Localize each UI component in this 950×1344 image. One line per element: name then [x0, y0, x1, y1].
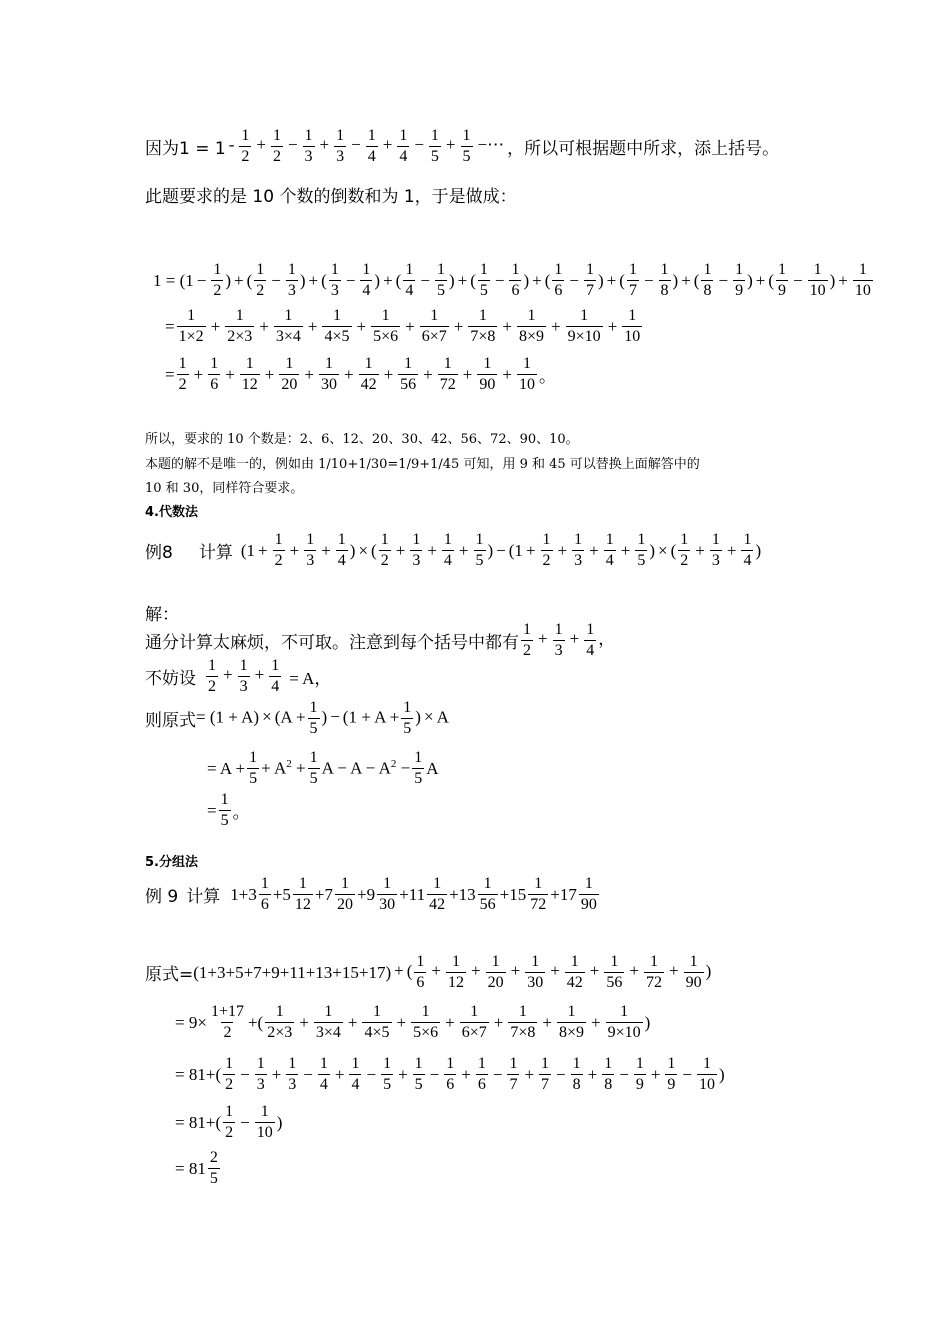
grouping-line-2: = 9× $\frac{1+17}{2}$ +( 1 2×3 + $\frac{1}{3\times 4}$ + $\frac{1}{4\times 5}$ + $\frac{1}{5\times 6}$ + $\frac{1}{6\times 7}$ + $\frac{1}{7\times 8}$ + $\frac{1}{8\times 9}$ + $\frac{1}{9\times 10}$ ) [175, 1003, 651, 1041]
intro-series: - $\frac{1}{2}$ + $\frac{1}{2}$ − $\frac{1}{3}$ + $\frac{1}{3}$ − $\frac{1}{4}$ + $\frac{1}{4}$ − $\frac{1}{5}$ + $\frac{1}{5}$ −⋯ [228, 127, 505, 165]
equation-line-2: = $\frac{1}{1\times 2}$ + $\frac{1}{2\times 3}$ + $\frac{1}{3\times 4}$ + $\frac{1}{4\times 5}$ + $\frac{1}{5\times 6}$ + $\frac{1}{6\times 7}$ + $\frac{1}{7\times 8}$ + $\frac{1}{8\times 9}$ + $\frac{1}{9\times 10}$ + $\frac{1}{10}$ [165, 307, 641, 345]
eighty-one-a: = 81+ [175, 1064, 216, 1084]
grouping-line-4: = 81+ ( 1 2 − $\frac{1}{10}$ ) [175, 1103, 283, 1141]
let-line: 不妨设 $\frac{1}{2}$ + $\frac{1}{3}$ + $\frac{1}{4}$ = A， [145, 657, 332, 695]
nine-times: = 9× [175, 1012, 207, 1032]
example-8-label: 例8 [145, 543, 173, 563]
grouping-line-1: 原式= (1+3+5+7+9+11+13+15+17) + ( $\frac{1}{6}$ + $\frac{1}{12}$ + $\frac{1}{20}$ + $\frac{1}{30}$ + $\frac{1}{42}$ + $\frac{1}{56}$ + $\frac{1}{72}$ + $\frac{1}{90}$ ) [145, 953, 712, 991]
example-9-label: 例 9 [145, 887, 179, 907]
equation-line-1: 1 = (1 − $\frac{1}{2}$ ) + ( $\frac{1}{2}$ − $\frac{1}{3}$ ) + ( $\frac{1}{3}$ − $\frac{1}{4}$ ) + ( $\frac{1}{4}$ − $\frac{1}{5}$ ) + ( $\frac{1}{5}$ − $\frac{1}{6}$ ) + ( $\frac{1}{6}$ − $\frac{1}{7}$ ) + ( $\frac{1}{7}$ − $\frac{1}{8}$ ) + ( $\frac{1}{8}$ − $\frac{1}{9}$ ) + ( $\frac{1}{9}$ − $\frac{1}{10}$ ) + $\frac{1}{10}$ [153, 261, 871, 299]
solution-label: 解： [145, 605, 179, 625]
example-8-calc: 计算 [198, 543, 233, 563]
result-text-2: 本题的解不是唯一的，例如由 1/10+1/30=1/9+1/45 可知，用 9 和 45 可以替换上面解答中的 [145, 457, 700, 472]
original-line-3: = $\frac{1}{5}$ 。 [207, 791, 250, 829]
result-text-3: 10 和 30，同样符合要求。 [145, 481, 304, 496]
let-text: 不妨设 [145, 669, 196, 689]
intro-text-end: ，所以可根据题中所求，添上括号。 [507, 139, 780, 159]
example-9-line: 例 9 计算 1+3 1 6 +5 1 12 +7 1 20 +9 1 30 +11 1 42 +13 1 56 +15 1 72 +17 1 90 [145, 875, 597, 913]
grouping-line-3: = 81+ ( 1 2 − $\frac{1}{3}$ + $\frac{1}{3}$ − $\frac{1}{4}$ + $\frac{1}{4}$ − $\frac{1}{5}$ + $\frac{1}{5}$ − $\frac{1}{6}$ + $\frac{1}{6}$ − $\frac{1}{7}$ + $\frac{1}{7}$ − $\frac{1}{8}$ + $\frac{1}{8}$ − $\frac{1}{9}$ + $\frac{1}{9}$ − $\frac{1}{10}$ ) [175, 1055, 725, 1093]
equation-line-3: = $\frac{1}{2}$ + $\frac{1}{6}$ + $\frac{1}{12}$ + $\frac{1}{20}$ + $\frac{1}{30}$ + $\frac{1}{42}$ + $\frac{1}{56}$ + $\frac{1}{72}$ + $\frac{1}{90}$ + $\frac{1}{10}$ 。 [165, 355, 556, 393]
original-text: 则原式 [145, 711, 196, 731]
original-line-1: 则原式 = (1 + A) × (A + $\frac{1}{5}$ ) − (1 + A + $\frac{1}{5}$ ) × A [145, 699, 449, 737]
example-8-line: 例8 计算 (1 + $\frac{1}{2}$ + $\frac{1}{3}$ + $\frac{1}{4}$ ) × ( $\frac{1}{2}$ + $\frac{1}{3}$ + $\frac{1}{4}$ + $\frac{1}{5}$ ) − (1 + $\frac{1}{2}$ + $\frac{1}{3}$ + $\frac{1}{4}$ + $\frac{1}{5}$ ) × ( $\frac{1}{2}$ + $\frac{1}{3}$ + $\frac{1}{4}$ ) [145, 531, 762, 569]
intro-text-start: 因为1 = 1 [145, 139, 226, 159]
solution-line-1: 通分计算太麻烦，不可取。注意到每个括号中都有 $\frac{1}{2}$ + $\frac{1}{3}$ + $\frac{1}{4}$ ， [145, 621, 616, 659]
original-2-text: 原式= [145, 965, 194, 985]
grouping-line-5: = 81 2 5 [175, 1149, 218, 1187]
solution-text: 通分计算太麻烦，不可取。注意到每个括号中都有 [145, 633, 519, 653]
result-text-1: 所以，要求的 10 个数是：2、6、12、20、30、42、56、72、90、10。 [145, 432, 579, 447]
eighty-one-b: = 81+ [175, 1112, 216, 1132]
example-9-calc: 计算 [186, 887, 221, 907]
let-variable: = A， [289, 669, 332, 688]
intro-line [145, 128, 779, 165]
original-line-2: = A + $\frac{1}{5}$ + $A^2$ + $\frac{1}{5}$ $A - A - A^2$ − $\frac{1}{5}$ A [207, 749, 439, 787]
sum-odds: (1+3+5+7+9+11+13+15+17) [193, 962, 392, 982]
requirement-line: 此题要求的是 10 个数的倒数和为 1，于是做成： [145, 187, 517, 207]
section-4-heading: 4.代数法 [145, 505, 198, 520]
final-answer: = 81 [175, 1158, 206, 1178]
section-5-heading: 5.分组法 [145, 855, 198, 870]
